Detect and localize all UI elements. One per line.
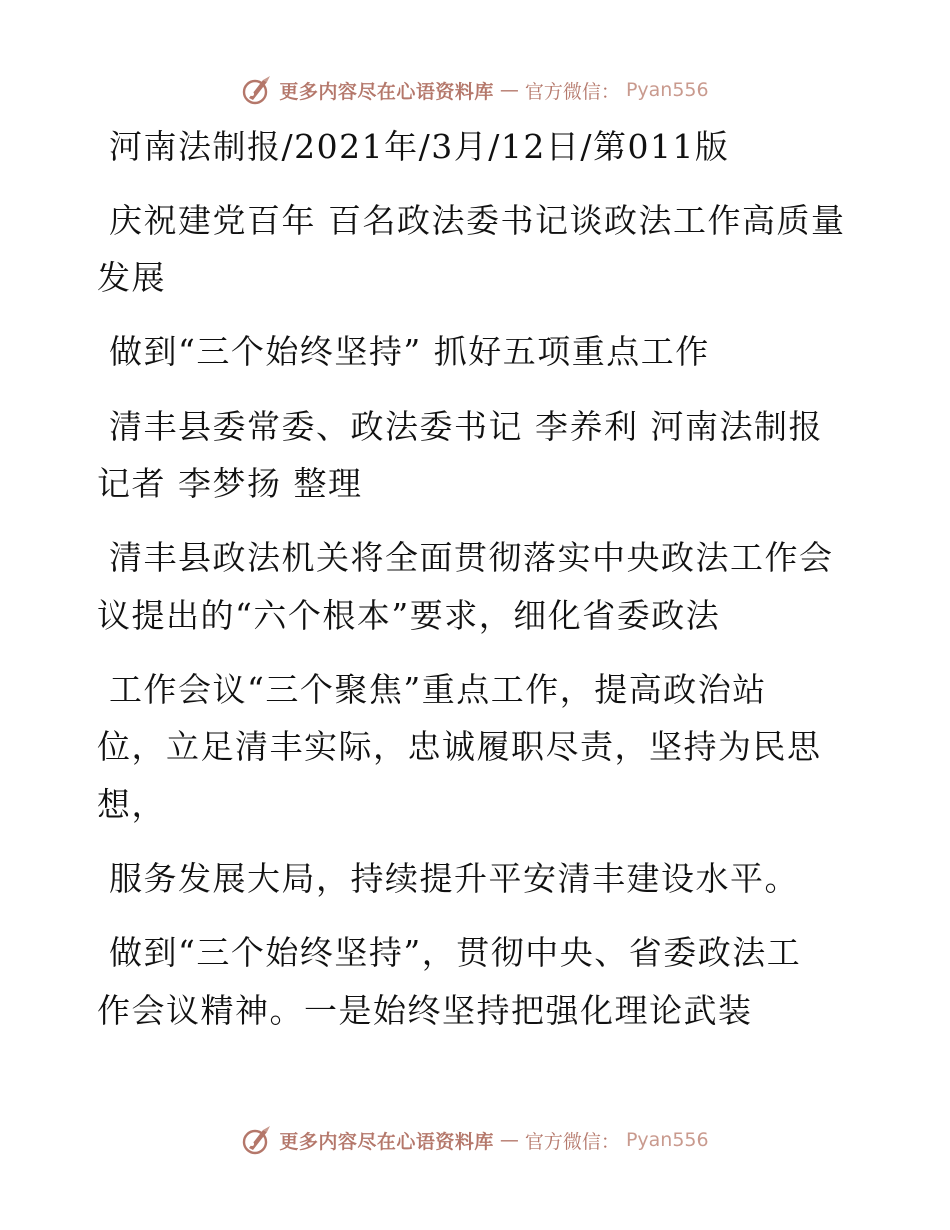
headline-line-1: 庆祝建党百年 百名政法委书记谈政法工作高质量 [109, 201, 846, 240]
paragraph-line: 清丰县政法机关将全面贯彻落实中央政法工作会 [109, 538, 834, 577]
banner-wechat-label: 官方微信： [524, 80, 620, 103]
paragraph-line: 议提出的“六个根本”要求，细化省委政法 [97, 596, 721, 635]
banner-brand-text: 更多内容尽在心语资料库 [279, 1130, 494, 1153]
paragraph-line: 服务发展大局，持续提升平安清丰建设水平。 [109, 859, 799, 898]
byline-line-1: 清丰县委常委、政法委书记 李养利 河南法制报 [109, 407, 823, 446]
quill-pen-icon [241, 74, 273, 106]
banner-brand-text: 更多内容尽在心语资料库 [279, 80, 494, 103]
headline-line-2: 发展 [97, 258, 166, 297]
paragraph-line: 工作会议“三个聚焦”重点工作，提高政治站 [109, 670, 767, 709]
byline-line-2: 记者 李梦扬 整理 [97, 464, 363, 503]
paragraph-line: 作会议精神。一是始终坚持把强化理论武装 [97, 991, 753, 1030]
banner-wechat-id: Pyan556 [625, 79, 709, 101]
footer-banner [0, 1122, 950, 1158]
subtitle-line: 做到“三个始终坚持” 抓好五项重点工作 [109, 332, 710, 371]
banner-dash: — [499, 79, 519, 101]
paragraph-line: 位，立足清丰实际，忠诚履职尽责，坚持为民思 [97, 727, 822, 766]
source-line: 河南法制报/2021年/3月/12日/第011版 [109, 127, 730, 166]
quill-pen-icon [241, 1124, 273, 1156]
paragraph-line: 想， [97, 785, 166, 824]
header-banner [0, 72, 950, 108]
banner-wechat-label: 官方微信： [524, 1130, 620, 1153]
banner-dash: — [499, 1129, 519, 1151]
banner-wechat-id: Pyan556 [625, 1129, 709, 1151]
paragraph-line: 做到“三个始终坚持”，贯彻中央、省委政法工 [109, 933, 802, 972]
